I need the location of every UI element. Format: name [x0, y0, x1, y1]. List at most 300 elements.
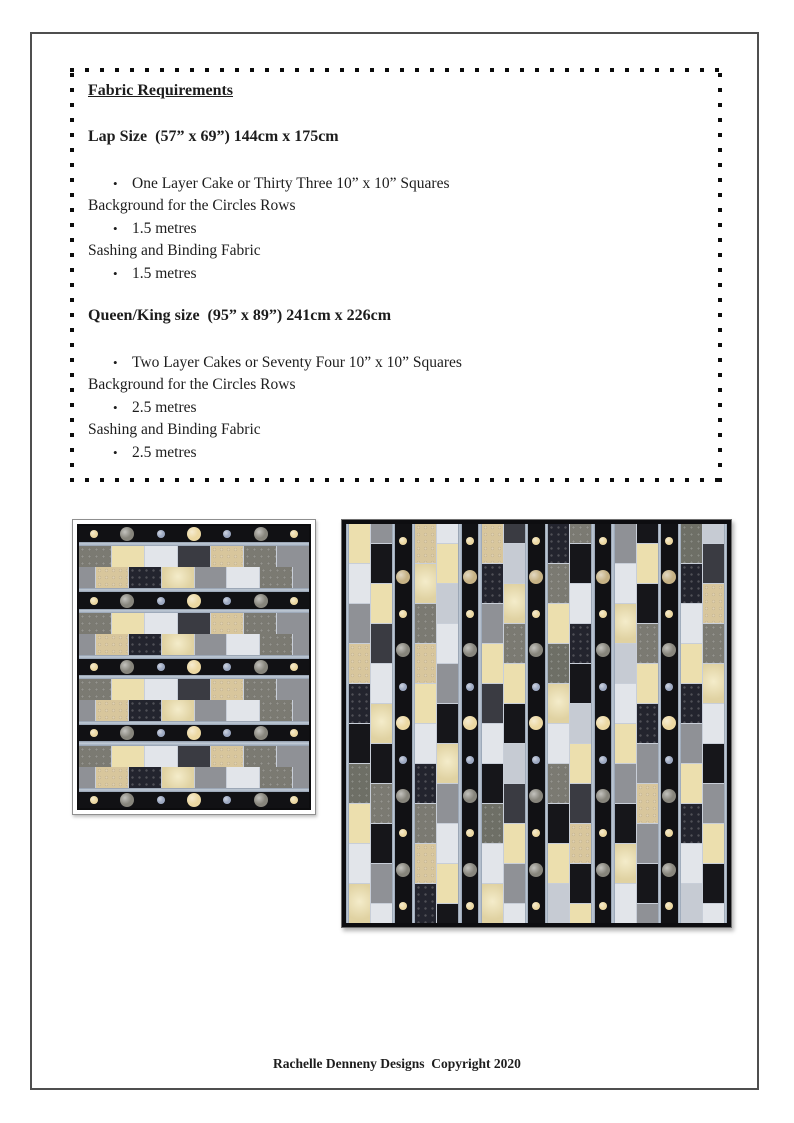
bullet-icon: •	[113, 399, 118, 415]
patch-column	[570, 524, 591, 923]
quilt-block-black-floral	[482, 564, 503, 603]
quilt-dot-blue	[466, 683, 474, 691]
quilt-block-gray	[371, 864, 392, 903]
patch-column-pair	[482, 524, 525, 923]
quilt-block-gray	[79, 767, 95, 788]
quilt-block-cream-shaded	[162, 634, 194, 655]
quilt-block-gray	[703, 784, 724, 823]
quilt-block-gray-floral	[570, 524, 591, 543]
quilt-block-charcoal	[570, 784, 591, 823]
list-item-text: Background for the Circles Rows	[88, 376, 296, 394]
quilt-dot-cream	[187, 660, 201, 674]
quilt-block-cream	[637, 664, 658, 703]
quilt-dot-gray	[463, 643, 477, 657]
queen-king-size-lines	[88, 352, 702, 464]
list-item-text: 1.5 metres	[132, 219, 197, 237]
quilt-block-black	[570, 864, 591, 903]
quilt-dot-gray	[529, 789, 543, 803]
quilt-block-tan-floral	[570, 824, 591, 863]
quilt-block-black-floral	[129, 567, 161, 588]
quilt-block-charcoal	[178, 679, 210, 700]
quilt-block-silver	[703, 904, 724, 923]
patch-column	[415, 524, 436, 923]
quilt-block-light-gray	[548, 884, 569, 923]
quilt-block-black	[482, 764, 503, 803]
quilt-block-gray	[681, 724, 702, 763]
patch-row	[79, 567, 309, 588]
fabric-requirements-box	[70, 68, 722, 482]
list-item-text: One Layer Cake or Thirty Three 10” x 10” Squares	[132, 175, 450, 192]
patch-column	[371, 524, 392, 923]
quilt-block-light-gray	[504, 544, 525, 583]
quilt-block-gray	[349, 604, 370, 643]
quilt-dot-cream	[529, 716, 543, 730]
quilt-block-cream	[437, 544, 458, 583]
quilt-block-silver	[349, 564, 370, 603]
quilt-block-black-floral	[548, 524, 569, 563]
quilt-block-gray	[615, 524, 636, 563]
list-item-text: Sashing and Binding Fabric	[88, 242, 261, 260]
quilt-block-cream	[371, 584, 392, 623]
quilt-block-silver	[145, 613, 177, 634]
list-item	[88, 397, 702, 419]
list-item	[88, 218, 702, 240]
quilt-block-sage-floral	[548, 644, 569, 683]
quilt-block-gray	[437, 664, 458, 703]
patch-row	[79, 700, 309, 721]
quilt-block-cream-shaded	[482, 884, 503, 923]
quilt-dot-cream	[290, 796, 298, 804]
quilt-dot-gray	[596, 863, 610, 877]
quilt-dot-cream	[399, 829, 407, 837]
quilt-block-black	[637, 524, 658, 543]
quilt-block-light-gray	[570, 704, 591, 743]
quilt-block-black-floral	[637, 704, 658, 743]
fabric-requirements-title: Fabric Requirements	[88, 82, 234, 99]
quilt-block-cream	[681, 764, 702, 803]
list-item-text: Two Layer Cakes or Seventy Four 10” x 10” Squares	[132, 354, 462, 372]
quilt-block-charcoal	[504, 784, 525, 823]
sashing-strip	[724, 524, 727, 923]
quilt-block-gray	[293, 567, 309, 588]
quilt-block-gray-floral	[244, 679, 276, 700]
quilt-block-black-floral	[349, 684, 370, 723]
list-item-text: 2.5 metres	[132, 398, 197, 416]
quilt-block-black-floral	[681, 684, 702, 723]
quilt-block-gray	[277, 746, 309, 767]
quilt-block-silver	[437, 524, 458, 543]
quilt-block-gray	[195, 567, 227, 588]
circle-column	[528, 524, 544, 923]
quilt-dot-gray	[254, 660, 268, 674]
quilt-block-gray	[615, 764, 636, 803]
quilt-dot-gray	[596, 643, 610, 657]
quilt-dot-cream	[290, 530, 298, 538]
quilt-block-silver	[415, 724, 436, 763]
quilt-block-gray	[195, 700, 227, 721]
quilt-block-silver	[681, 844, 702, 883]
quilt-block-cream-shaded	[415, 564, 436, 603]
quilt-dot-cream	[532, 902, 540, 910]
quilt-block-black-floral	[681, 804, 702, 843]
quilt-block-cream	[349, 804, 370, 843]
quilt-block-gray-floral	[371, 784, 392, 823]
quilt-dot-cream	[290, 729, 298, 737]
patch-column-pair	[349, 524, 392, 923]
quilt-block-gray-floral	[548, 564, 569, 603]
circle-column	[595, 524, 611, 923]
quilt-block-gray-floral	[548, 764, 569, 803]
quilt-block-cream	[570, 744, 591, 783]
quilt-block-tan-floral	[482, 524, 503, 563]
quilt-block-black	[371, 544, 392, 583]
quilt-block-silver	[615, 564, 636, 603]
quilt-block-black-floral	[681, 564, 702, 603]
quilt-dot-blue	[665, 756, 673, 764]
quilt-block-black	[615, 804, 636, 843]
quilt-dot-blue	[399, 683, 407, 691]
quilt-dot-gray	[120, 660, 134, 674]
quilt-block-tan-floral	[703, 584, 724, 623]
quilt-dot-cream	[399, 537, 407, 545]
quilt-block-tan-floral	[211, 679, 243, 700]
quilt-block-silver	[145, 679, 177, 700]
fabric-requirements-content	[70, 68, 722, 464]
quilt-dot-blue	[157, 663, 165, 671]
patch-column	[681, 524, 702, 923]
quilt-dot-cream	[187, 527, 201, 541]
quilt-block-light-gray	[681, 884, 702, 923]
quilt-block-gray-floral	[703, 624, 724, 663]
quilt-dot-blue	[665, 683, 673, 691]
quilt-block-black	[349, 724, 370, 763]
quilt-block-gray	[79, 634, 95, 655]
quilt-dot-cream	[90, 729, 98, 737]
bullet-icon: •	[113, 444, 118, 460]
quilt-block-gray-floral	[637, 624, 658, 663]
quilt-block-gray	[293, 700, 309, 721]
quilt-dot-tan	[596, 570, 610, 584]
quilt-block-cream	[112, 613, 144, 634]
quilt-block-charcoal	[178, 613, 210, 634]
quilt-block-cream-shaded	[371, 704, 392, 743]
queen-king-size-heading: Queen/King size (95” x 89”) 241cm x 226cm	[88, 307, 392, 325]
circle-row	[79, 526, 309, 542]
quilt-dot-cream	[466, 610, 474, 618]
patch-column-pair	[548, 524, 591, 923]
quilt-block-silver	[227, 767, 259, 788]
lap-quilt-image	[72, 519, 316, 815]
quilt-dot-tan	[662, 570, 676, 584]
patch-column	[504, 524, 525, 923]
quilt-block-silver	[615, 884, 636, 923]
quilt-block-charcoal	[504, 524, 525, 543]
quilt-block-black	[371, 824, 392, 863]
quilt-block-tan-floral	[96, 634, 128, 655]
quilt-block-cream-shaded	[504, 584, 525, 623]
quilt-dot-blue	[157, 530, 165, 538]
quilt-dot-cream	[599, 829, 607, 837]
quilt-block-cream-shaded	[162, 700, 194, 721]
quilt-block-gray-floral	[260, 767, 292, 788]
quilt-block-tan-floral	[96, 567, 128, 588]
quilt-dot-gray	[254, 594, 268, 608]
quilt-block-cream	[570, 904, 591, 923]
patch-column-pair	[615, 524, 658, 923]
quilt-block-black-floral	[129, 700, 161, 721]
quilt-block-tan-floral	[211, 746, 243, 767]
quilt-block-black-floral	[570, 624, 591, 663]
patch-column	[437, 524, 458, 923]
quilt-block-cream-shaded	[548, 684, 569, 723]
quilt-dot-cream	[90, 597, 98, 605]
patch-column	[703, 524, 724, 923]
quilt-block-silver	[227, 700, 259, 721]
quilt-block-tan-floral	[96, 700, 128, 721]
quilt-block-cream	[615, 724, 636, 763]
patch-row	[79, 746, 309, 767]
quilt-block-silver	[570, 584, 591, 623]
quilt-block-silver	[145, 546, 177, 567]
quilt-block-black-floral	[129, 767, 161, 788]
quilt-dot-cream	[599, 902, 607, 910]
quilt-block-black	[637, 864, 658, 903]
quilt-block-gray	[371, 524, 392, 543]
quilt-dot-gray	[254, 527, 268, 541]
quilt-dot-cream	[662, 716, 676, 730]
quilt-block-charcoal	[178, 746, 210, 767]
quilt-block-cream	[482, 644, 503, 683]
quilt-block-black-floral	[129, 634, 161, 655]
quilt-block-silver	[615, 684, 636, 723]
quilt-dot-blue	[223, 663, 231, 671]
quilt-dot-gray	[254, 726, 268, 740]
quilt-dot-blue	[466, 756, 474, 764]
quilt-block-black	[570, 544, 591, 583]
quilt-dot-blue	[223, 796, 231, 804]
quilt-block-gray	[437, 784, 458, 823]
quilt-dot-gray	[463, 789, 477, 803]
quilt-block-black	[570, 664, 591, 703]
quilt-block-gray-floral	[79, 546, 111, 567]
quilt-dot-cream	[466, 829, 474, 837]
quilt-block-light-gray	[703, 524, 724, 543]
list-item	[88, 263, 702, 285]
quilt-block-cream	[504, 824, 525, 863]
quilt-block-cream	[349, 524, 370, 563]
circle-column	[395, 524, 411, 923]
quilt-block-gray	[277, 546, 309, 567]
quilt-block-gray-floral	[260, 634, 292, 655]
quilt-dot-cream	[399, 902, 407, 910]
quilt-dot-cream	[187, 594, 201, 608]
quilt-block-gray	[637, 824, 658, 863]
list-item	[88, 352, 702, 374]
quilt-block-silver	[548, 724, 569, 763]
quilt-dot-gray	[120, 726, 134, 740]
patch-row	[79, 679, 309, 700]
list-item-text: Background for the Circles Rows	[88, 197, 296, 215]
quilt-dot-gray	[396, 863, 410, 877]
bullet-icon: •	[113, 355, 118, 371]
patch-column-pair	[415, 524, 458, 923]
queen-king-quilt-layout	[346, 524, 727, 923]
quilt-dot-cream	[532, 610, 540, 618]
quilt-dot-cream	[290, 663, 298, 671]
circle-row	[79, 659, 309, 675]
quilt-dot-cream	[466, 537, 474, 545]
quilt-block-sage-floral	[349, 764, 370, 803]
quilt-dot-gray	[463, 863, 477, 877]
quilt-block-cream-shaded	[615, 844, 636, 883]
patch-row	[79, 613, 309, 634]
quilt-dot-gray	[254, 793, 268, 807]
lap-size-heading: Lap Size (57” x 69”) 144cm x 175cm	[88, 128, 339, 145]
quilt-block-sage-floral	[681, 524, 702, 563]
quilt-dot-blue	[532, 683, 540, 691]
quilt-block-light-gray	[615, 644, 636, 683]
quilt-dot-gray	[596, 789, 610, 803]
quilt-block-cream	[112, 746, 144, 767]
list-item-text: 2.5 metres	[132, 443, 197, 461]
quilt-block-silver	[349, 844, 370, 883]
quilt-block-silver	[681, 604, 702, 643]
quilt-block-silver	[227, 634, 259, 655]
list-item	[88, 173, 702, 195]
patch-row	[79, 546, 309, 567]
quilt-dot-blue	[223, 597, 231, 605]
quilt-dot-cream	[532, 829, 540, 837]
quilt-dot-tan	[529, 570, 543, 584]
quilt-dot-cream	[90, 796, 98, 804]
quilt-block-tan-floral	[211, 546, 243, 567]
quilt-block-black	[437, 904, 458, 923]
quilt-dot-blue	[223, 530, 231, 538]
quilt-block-cream	[548, 844, 569, 883]
quilt-block-cream	[437, 864, 458, 903]
quilt-dot-blue	[157, 597, 165, 605]
quilt-dot-gray	[120, 793, 134, 807]
quilt-block-gray-floral	[415, 804, 436, 843]
bullet-icon: •	[113, 176, 118, 191]
patch-column-pair	[681, 524, 724, 923]
circle-row	[79, 725, 309, 741]
quilt-dot-gray	[396, 643, 410, 657]
quilt-dot-cream	[396, 716, 410, 730]
quilt-block-silver	[482, 724, 503, 763]
quilt-block-gray-floral	[244, 613, 276, 634]
quilt-block-cream	[112, 679, 144, 700]
quilt-block-gray-floral	[244, 746, 276, 767]
queen-king-quilt-image	[341, 519, 732, 928]
quilt-block-silver	[482, 844, 503, 883]
quilt-dot-gray	[396, 789, 410, 803]
patch-column	[615, 524, 636, 923]
quilt-block-black	[548, 804, 569, 843]
quilt-block-tan-floral	[96, 767, 128, 788]
quilt-dot-cream	[90, 530, 98, 538]
quilt-dot-gray	[662, 643, 676, 657]
quilt-dot-cream	[599, 537, 607, 545]
quilt-block-gray	[277, 613, 309, 634]
quilt-block-tan-floral	[637, 784, 658, 823]
quilt-dot-cream	[187, 726, 201, 740]
list-item	[88, 374, 702, 396]
quilt-dot-tan	[396, 570, 410, 584]
quilt-block-cream-shaded	[162, 767, 194, 788]
quilt-block-charcoal	[178, 546, 210, 567]
quilt-dot-cream	[466, 902, 474, 910]
quilt-dot-gray	[662, 789, 676, 803]
quilt-block-gray	[195, 767, 227, 788]
quilt-block-gray	[79, 567, 95, 588]
footer-copyright: Rachelle Denneny Designs Copyright 2020	[273, 1056, 521, 1071]
quilt-block-silver	[437, 624, 458, 663]
quilt-block-cream	[703, 824, 724, 863]
quilt-block-black	[703, 744, 724, 783]
list-item-text: 1.5 metres	[132, 264, 197, 282]
quilt-block-charcoal	[371, 624, 392, 663]
quilt-dot-cream	[90, 663, 98, 671]
patch-row	[79, 634, 309, 655]
quilt-block-silver	[371, 904, 392, 923]
quilt-dot-gray	[662, 863, 676, 877]
quilt-block-gray	[277, 679, 309, 700]
quilt-block-silver	[504, 904, 525, 923]
list-item	[88, 419, 702, 441]
quilt-block-gray-floral	[79, 746, 111, 767]
list-item	[88, 442, 702, 464]
quilt-block-tan-floral	[349, 644, 370, 683]
quilt-block-light-gray	[504, 744, 525, 783]
quilt-block-gray-floral	[260, 700, 292, 721]
list-item-text: Sashing and Binding Fabric	[88, 421, 261, 439]
quilt-dot-blue	[223, 729, 231, 737]
quilt-dot-gray	[120, 594, 134, 608]
quilt-dot-gray	[120, 527, 134, 541]
quilt-block-tan-floral	[415, 844, 436, 883]
quilt-dot-cream	[596, 716, 610, 730]
quilt-dot-cream	[665, 610, 673, 618]
quilt-block-cream-shaded	[703, 664, 724, 703]
quilt-block-gray-floral	[415, 604, 436, 643]
quilt-dot-cream	[187, 793, 201, 807]
quilt-block-silver	[371, 664, 392, 703]
quilt-block-cream	[681, 644, 702, 683]
quilt-block-cream	[637, 544, 658, 583]
quilt-block-black	[703, 864, 724, 903]
quilt-block-cream-shaded	[615, 604, 636, 643]
quilt-dot-tan	[463, 570, 477, 584]
quilt-block-black	[504, 704, 525, 743]
quilt-dot-cream	[399, 610, 407, 618]
quilt-dot-cream	[665, 902, 673, 910]
quilt-block-gray-floral	[260, 567, 292, 588]
quilt-block-sage-floral	[482, 804, 503, 843]
quilt-block-tan-floral	[211, 613, 243, 634]
quilt-dot-cream	[290, 597, 298, 605]
lap-size-lines	[88, 173, 702, 285]
quilt-dot-blue	[599, 683, 607, 691]
quilt-dot-blue	[399, 756, 407, 764]
quilt-dot-cream	[463, 716, 477, 730]
quilt-dot-blue	[157, 796, 165, 804]
quilt-block-black	[637, 584, 658, 623]
quilt-block-silver	[145, 746, 177, 767]
quilt-dot-blue	[599, 756, 607, 764]
quilt-block-tan-floral	[415, 644, 436, 683]
circle-row	[79, 592, 309, 608]
